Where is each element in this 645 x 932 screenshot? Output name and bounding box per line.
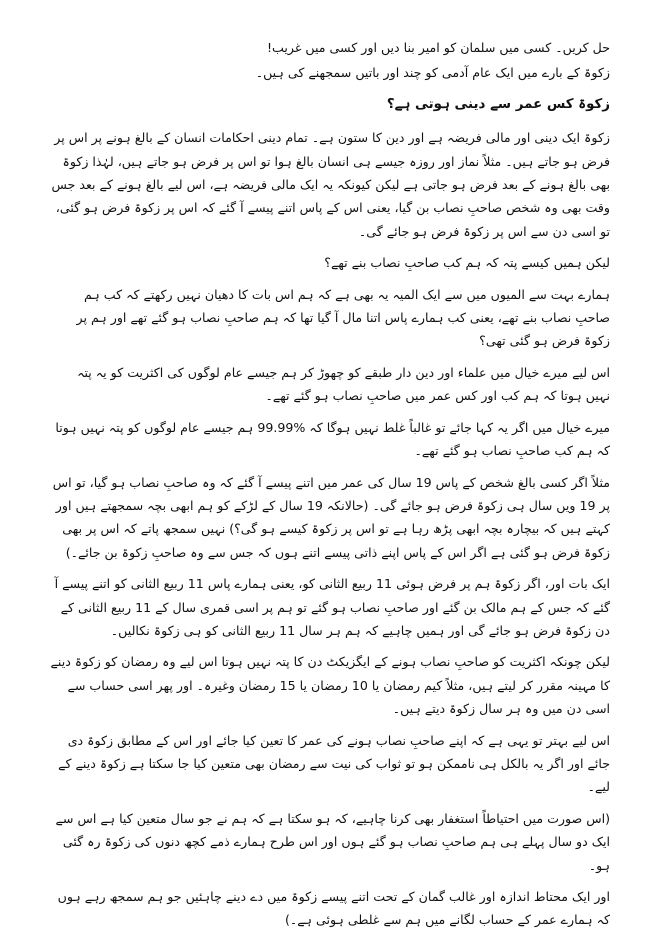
- paragraph: مثلاً اگر کسی بالغ شخص کے پاس 19 سال کی عمر میں اتنے پیسے آ گئے کہ وہ صاحبِ نصاب ہو گیا، تو اس پر 19 ویں سال ہی زکوۃ فرض ہو جائے گی۔ (حالانکہ 19 سال کے لڑکے کو ہم ابھی بچہ سمجھتے ہیں اور کہتے ہیں کہ بیچارہ بچہ ابھی پڑھ رہا ہے تو اس پر زکوۃ کیسے ہو گی؟) نہیں سمجھ پاتے کہ اس پر بھی زکوۃ فرض ہو گئی ہے اگر اس کے پاس اپنے ذاتی پیسے اتنے ہوں کہ جس سے وہ صاحبِ زکوۃ بن جائے۔): [52, 474, 610, 560]
- document-page: [50, 36, 610, 928]
- paragraph: اس لیے بہتر تو یہی ہے کہ اپنے صاحبِ نصاب ہونے کی عمر کا تعین کیا جائے اور اس کے مطابق زکوۃ دی جائے اور اگر یہ بالکل ہی ناممکن ہو تو ثواب کی نیت سے رمضان بھی متعین کیا جا سکتا ہے زکوۃ دینے کے لیے۔: [58, 732, 610, 795]
- paragraph: لیکن چونکہ اکثریت کو صاحبِ نصاب ہونے کے ایگزیکٹ دن کا پتہ نہیں ہوتا اس لیے وہ رمضان کو زکوۃ دینے کا مہینہ مقرر کر لیتے ہیں، مثلاً کیم رمضان یا 10 رمضان یا 15 رمضان وغیرہ۔ اور پھر اسی حساب سے اسی دن میں وہ ہر سال زکوۃ دیتے ہیں۔: [50, 654, 610, 717]
- text-line: حل کریں۔ کسی میں سلمان کو امیر بنا دیں اور کسی میں غریب!: [266, 40, 610, 55]
- paragraph: ایک بات اور، اگر زکوۃ ہم پر فرض ہوئی 11 ربیع الثانی کو، یعنی ہمارے پاس 11 ربیع الثانی کو اتنے پیسے آ گئے کہ جس کے ہم مالک بن گئے اور صاحبِ نصاب ہو گئے تو ہم پر اسی قمری سال کے 11 ربیع الثانی کے دن زکوۃ فرض ہو جائے گی اور ہمیں چاہیے کہ ہم ہر سال 11 ربیع الثانی کو ہی زکوۃ نکالیں۔: [54, 576, 610, 638]
- paragraph: لیکن ہمیں کیسے پتہ کہ ہم کب صاحبِ نصاب بنے تھے؟: [324, 255, 610, 271]
- paragraph: اور ایک محتاط اندازہ اور غالب گمان کے تحت اتنے پیسے زکوۃ میں دے دینے چاہئیں جو ہم سمجھ رہے ہوں کہ ہمارے عمر کے حساب لگانے میں ہم سے غلطی ہوئی ہے۔): [57, 889, 610, 928]
- paragraph: زکوۃ ایک دینی اور مالی فریضہ ہے اور دین کا ستون ہے۔ تمام دینی احکامات انسان کے بالغ ہونے پر اس پر فرض ہو جاتے ہیں۔ مثلاً نماز اور روزہ جیسے ہی انسان بالغ ہوا تو اس پر فرض ہو جاتے ہیں، لہٰذا زکوۃ بھی بالغ ہونے کے بعد فرض ہو جاتی ہے لیکن کیونکہ یہ ایک مالی فریضہ ہے، اس لیے بالغ ہونے کے بعد جس وقت بھی وہ شخص صاحبِ نصاب بن گیا، یعنی اس کے پاس اتنے پیسے آ گئے کہ اس پر زکوۃ فرض ہو گئی، تو اسی دن سے اس پر زکوۃ فرض ہو جائے گی۔: [51, 130, 610, 239]
- paragraph: اس لیے میرے خیال میں علماء اور دین دار طبقے کو چھوڑ کر ہم جیسے عام لوگوں کی اکثریت کو یہ پتہ نہیں ہوتا کہ ہم کب اور کس عمر میں صاحبِ نصاب ہو گئے تھے۔: [77, 364, 610, 404]
- paragraph: (اس صورت میں احتیاطاً استغفار بھی کرنا چاہیے، کہ ہو سکتا ہے کہ ہم نے جو سال متعین کیا ہے اس سے ایک دو سال پہلے ہی ہم صاحبِ نصاب ہو گئے ہوں اور اس طرح ہمارے ذمے کچھ دنوں کی زکوۃ رہ گئی ہو۔: [55, 810, 610, 873]
- section-heading: زکوۃ کس عمر سے دینی ہوتی ہے؟: [386, 96, 610, 112]
- paragraph: ہمارے بہت سے المیوں میں سے ایک المیہ یہ بھی ہے کہ ہم اس بات کا دھیان نہیں رکھتے کہ کب ہم صاحبِ نصاب بنے تھے، یعنی کب ہمارے پاس اتنا مال آ گیا تھا کہ ہم صاحبِ نصاب ہو گئے تھے اور ہم پر زکوۃ فرض ہو گئی تھی؟: [76, 286, 610, 349]
- text-line: زکوۃ کے بارے میں ایک عام آدمی کو چند اور باتیں سمجھنے کی ہیں۔: [255, 65, 610, 81]
- paragraph: میرے خیال میں اگر یہ کہا جائے تو غالباً غلط نہیں ہوگا کہ %99.99 ہم جیسے عام لوگوں کو پتہ نہیں ہوتا کہ ہم کب صاحبِ نصاب ہو گئے تھے۔: [55, 419, 610, 459]
